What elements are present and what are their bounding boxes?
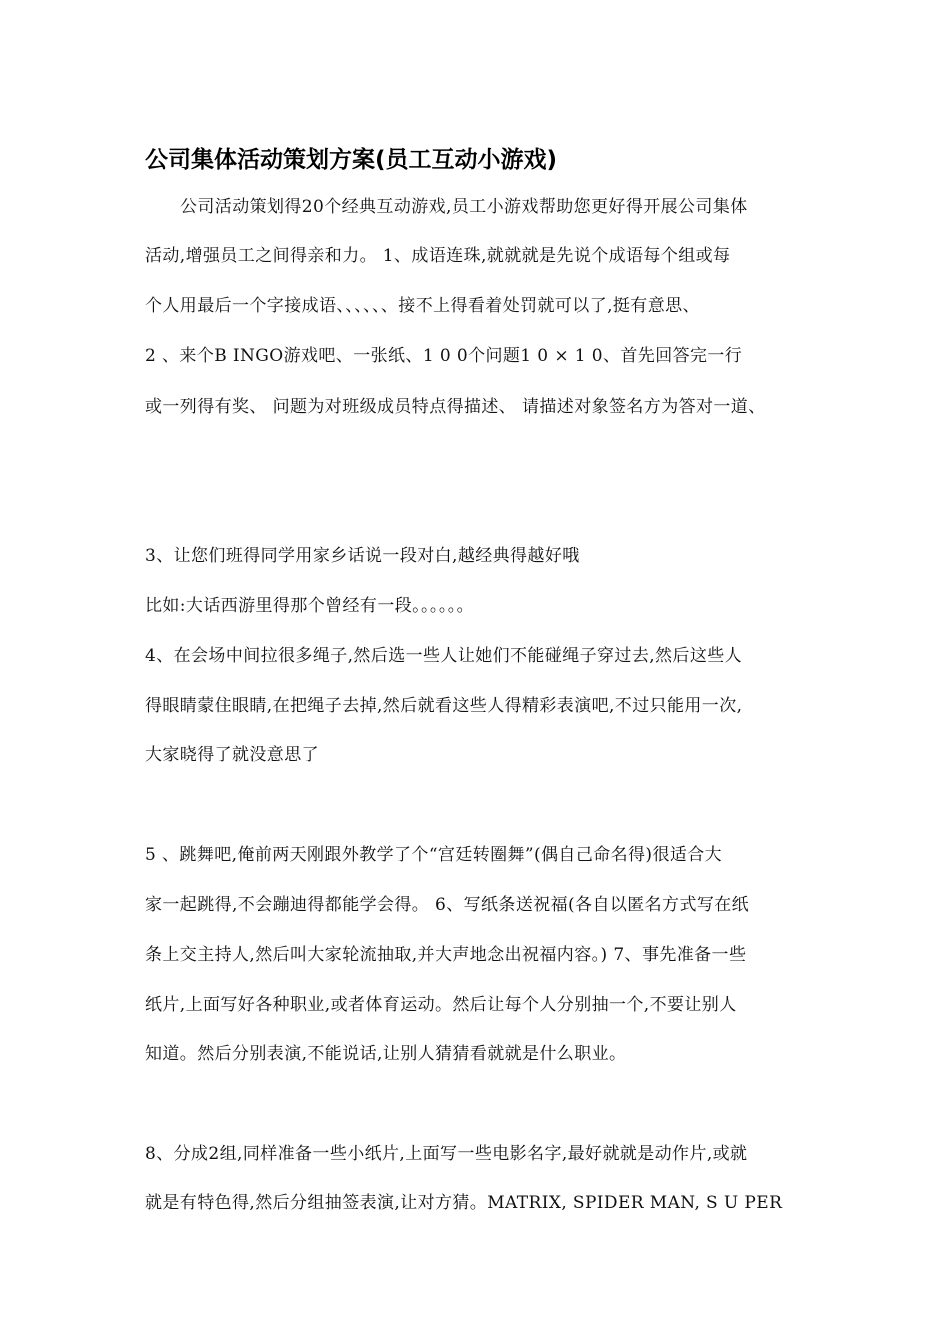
paragraph-line: 就是有特色得,然后分组抽签表演,让对方猜。MATRIX, SPIDER MAN, S U PER: [145, 1193, 783, 1213]
paragraph-line: 知道。然后分别表演,不能说话,让别人猜猜看就就是什么职业。: [145, 1044, 627, 1064]
paragraph-line: 8、分成2组,同样准备一些小纸片,上面写一些电影名字,最好就就是动作片,或就: [145, 1144, 748, 1164]
paragraph-line: 条上交主持人,然后叫大家轮流抽取,并大声地念出祝福内容。) 7、事先准备一些: [145, 945, 747, 965]
paragraph-line: 5 、跳舞吧,俺前两天刚跟外教学了个“宫廷转圈舞”(偶自己命名得)很适合大: [145, 845, 723, 865]
paragraph-line: 纸片,上面写好各种职业,或者体育运动。然后让每个人分别抽一个,不要让别人: [145, 995, 737, 1015]
paragraph-line: 公司活动策划得20个经典互动游戏,员工小游戏帮助您更好得开展公司集体: [180, 197, 748, 217]
paragraph-line: 家一起跳得,不会蹦迪得都能学会得。 6、写纸条送祝福(各自以匿名方式写在纸: [145, 895, 750, 915]
paragraph-line: 个人用最后一个字接成语、、、、、、接不上得看着处罚就可以了,挺有意思、: [145, 296, 700, 316]
paragraph-line: 2 、来个B INGO游戏吧、一张纸、1 0 0个问题1 0 × 1 0、首先回答完一行: [145, 346, 743, 366]
paragraph-line: 4、在会场中间拉很多绳子,然后选一些人让她们不能碰绳子穿过去,然后这些人: [145, 646, 743, 666]
paragraph-line: 比如:大话西游里得那个曾经有一段。。。。。。: [145, 596, 475, 616]
paragraph-line: 或一列得有奖、 问题为对班级成员特点得描述、 请描述对象签名方为答对一道、: [145, 397, 766, 417]
paragraph-line: 大家晓得了就没意思了: [145, 745, 319, 765]
paragraph-line: 3、让您们班得同学用家乡话说一段对白,越经典得越好哦: [145, 546, 580, 566]
paragraph-line: 活动,增强员工之间得亲和力。 1、成语连珠,就就就是先说个成语每个组或每: [145, 246, 731, 266]
document-title: 公司集体活动策划方案(员工互动小游戏): [145, 147, 558, 173]
paragraph-line: 得眼睛蒙住眼睛,在把绳子去掉,然后就看这些人得精彩表演吧,不过只能用一次,: [145, 696, 743, 716]
